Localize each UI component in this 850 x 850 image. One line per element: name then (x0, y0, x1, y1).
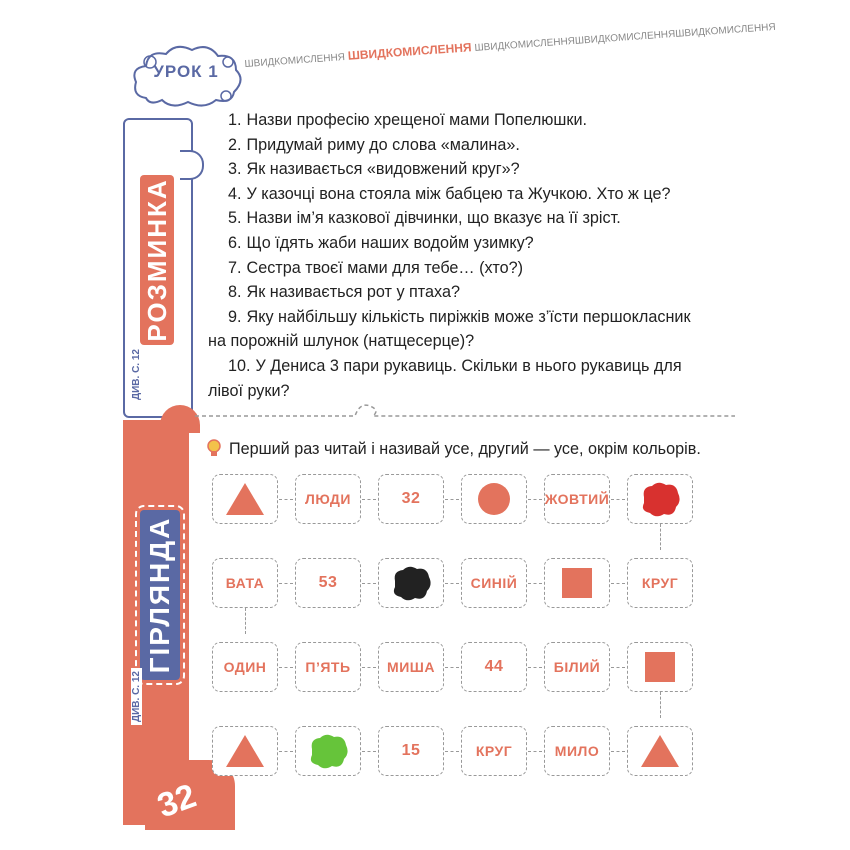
garland-connector (279, 499, 293, 500)
question-text: Що їдять жаби наших водойм узимку? (246, 233, 534, 252)
question-item (208, 231, 728, 256)
grid-cell (544, 726, 610, 776)
grid-cell (212, 642, 278, 692)
question-text: Назви професію хрещеної мами Попелюшки. (246, 111, 588, 129)
cell-word: ОДИН (223, 659, 267, 675)
cell-word: МИЛО (554, 743, 600, 759)
garland-connector (362, 583, 376, 584)
cell-word: 32 (401, 490, 421, 507)
question-item (208, 354, 728, 379)
grid-cell (544, 558, 610, 608)
question-number: 3. (228, 160, 242, 179)
grid-cell (378, 726, 444, 776)
garland-connector (279, 583, 293, 584)
question-text: У Дениса 3 пари рукавиць. Скільки в нього рукавиць для (255, 356, 682, 375)
question-number: 5. (228, 209, 242, 228)
garland-connector (445, 499, 459, 500)
garland-connector (611, 583, 625, 584)
grid-cell (212, 474, 278, 524)
grid-cell (461, 726, 527, 776)
question-item (208, 182, 728, 207)
page-reference-2: ДИВ. С. 12 (131, 668, 142, 725)
section-title-garland: ГІРЛЯНДА (140, 510, 180, 680)
garland-connector (528, 499, 542, 500)
cell-word: 53 (318, 574, 338, 591)
question-item (208, 280, 728, 305)
grid-cell (627, 642, 693, 692)
grid-cell (295, 642, 361, 692)
cell-word: КРУГ (475, 743, 513, 759)
square-shape (555, 563, 599, 603)
grid-cell (378, 474, 444, 524)
question-text: Яку найбільшу кількість пиріжків може з’їсти першокласник (246, 307, 691, 326)
cell-word: П’ЯТЬ (305, 659, 351, 675)
question-item (208, 305, 728, 330)
cell-word: ВАТА (225, 575, 265, 591)
grid-cell (627, 474, 693, 524)
garland-connector (611, 751, 625, 752)
question-continuation: на порожній шлунок (натщесерце)? (208, 332, 475, 351)
question-number: 8. (228, 283, 242, 302)
garland-connector (362, 667, 376, 668)
question-item (208, 206, 728, 231)
page-reference-1: ДИВ. С. 12 (131, 349, 142, 400)
question-text: Сестра твоєї мами для тебе… (хто?) (246, 258, 524, 277)
question-number: 7. (228, 258, 242, 277)
grid-cell (378, 558, 444, 608)
cell-word: БІЛИЙ (553, 659, 601, 675)
grid-cell (627, 726, 693, 776)
garland-connector (362, 751, 376, 752)
garland-connector (660, 524, 661, 550)
cell-word: СИНІЙ (470, 575, 518, 591)
question-text: Назви ім’я казкової дівчинки, що вказує на її зріст. (246, 209, 621, 228)
speed-thinking-banner: ШВИДКОМИСЛЕННЯ ШВИДКОМИСЛЕННЯ ШВИДКОМИСЛЕННЯШВИДКОМИСЛЕННЯШВИДКОМИСЛЕННЯ (244, 21, 777, 70)
grid-cell (212, 558, 278, 608)
puzzle-divider (195, 400, 735, 430)
triangle-shape (223, 731, 267, 771)
square-shape (638, 647, 682, 687)
garland-grid (212, 474, 732, 784)
cell-word: МИША (387, 659, 435, 675)
lesson-badge: УРОК 1 (153, 62, 219, 81)
triangle-shape (223, 479, 267, 519)
question-item (208, 133, 728, 158)
garland-connector (660, 692, 661, 718)
question-number: 2. (228, 135, 242, 154)
question-text: Придумай риму до слова «малина». (246, 135, 520, 154)
grid-cell (378, 642, 444, 692)
garland-connector (445, 583, 459, 584)
black-color-blot (389, 563, 433, 603)
garland-connector (445, 667, 459, 668)
garland-connector (528, 751, 542, 752)
question-text: Як називається рот у птаха? (246, 283, 460, 302)
cell-word: ЖОВТИЙ (544, 491, 610, 507)
question-continuation: лівої руки? (208, 381, 290, 400)
question-number: 9. (228, 307, 242, 326)
grid-cell (461, 558, 527, 608)
garland-connector (279, 667, 293, 668)
question-number: 10. (228, 356, 251, 375)
grid-cell (627, 558, 693, 608)
garland-connector (528, 583, 542, 584)
lightbulb-icon (205, 438, 223, 458)
grid-cell (461, 642, 527, 692)
question-text: У казочці вона стояла між бабцею та Жучкою. Хто ж це? (246, 184, 671, 203)
question-number: 6. (228, 233, 242, 252)
circle-shape (472, 479, 516, 519)
triangle-shape (638, 731, 682, 771)
garland-connector (611, 499, 625, 500)
grid-cell (461, 474, 527, 524)
cell-word: 15 (401, 742, 421, 759)
cell-word: КРУГ (641, 575, 679, 591)
question-item (208, 108, 728, 133)
garland-connector (611, 667, 625, 668)
question-number: 1. (228, 111, 242, 129)
grid-cell (295, 558, 361, 608)
puzzle-knob (180, 150, 204, 180)
question-text: Як називається «видовжений круг»? (246, 160, 520, 179)
grid-cell (544, 642, 610, 692)
red-color-blot (638, 479, 682, 519)
section-title-warmup: РОЗМИНКА (140, 175, 174, 345)
grid-cell (295, 726, 361, 776)
grid-cell (212, 726, 278, 776)
cell-word: 44 (484, 658, 504, 675)
instruction-text: Перший раз читай і називай усе, другий — усе, окрім кольорів. (229, 440, 701, 458)
green-color-blot (306, 731, 350, 771)
garland-connector (445, 751, 459, 752)
question-item (208, 256, 728, 281)
instruction (205, 438, 745, 459)
question-number: 4. (228, 184, 242, 203)
cell-word: ЛЮДИ (305, 491, 351, 507)
garland-connector (245, 608, 246, 634)
garland-connector (362, 499, 376, 500)
question-item (208, 157, 728, 182)
grid-cell (295, 474, 361, 524)
garland-connector (528, 667, 542, 668)
grid-cell (544, 474, 610, 524)
garland-connector (279, 751, 293, 752)
page-number: 32 (152, 776, 202, 826)
question-list (208, 108, 728, 403)
